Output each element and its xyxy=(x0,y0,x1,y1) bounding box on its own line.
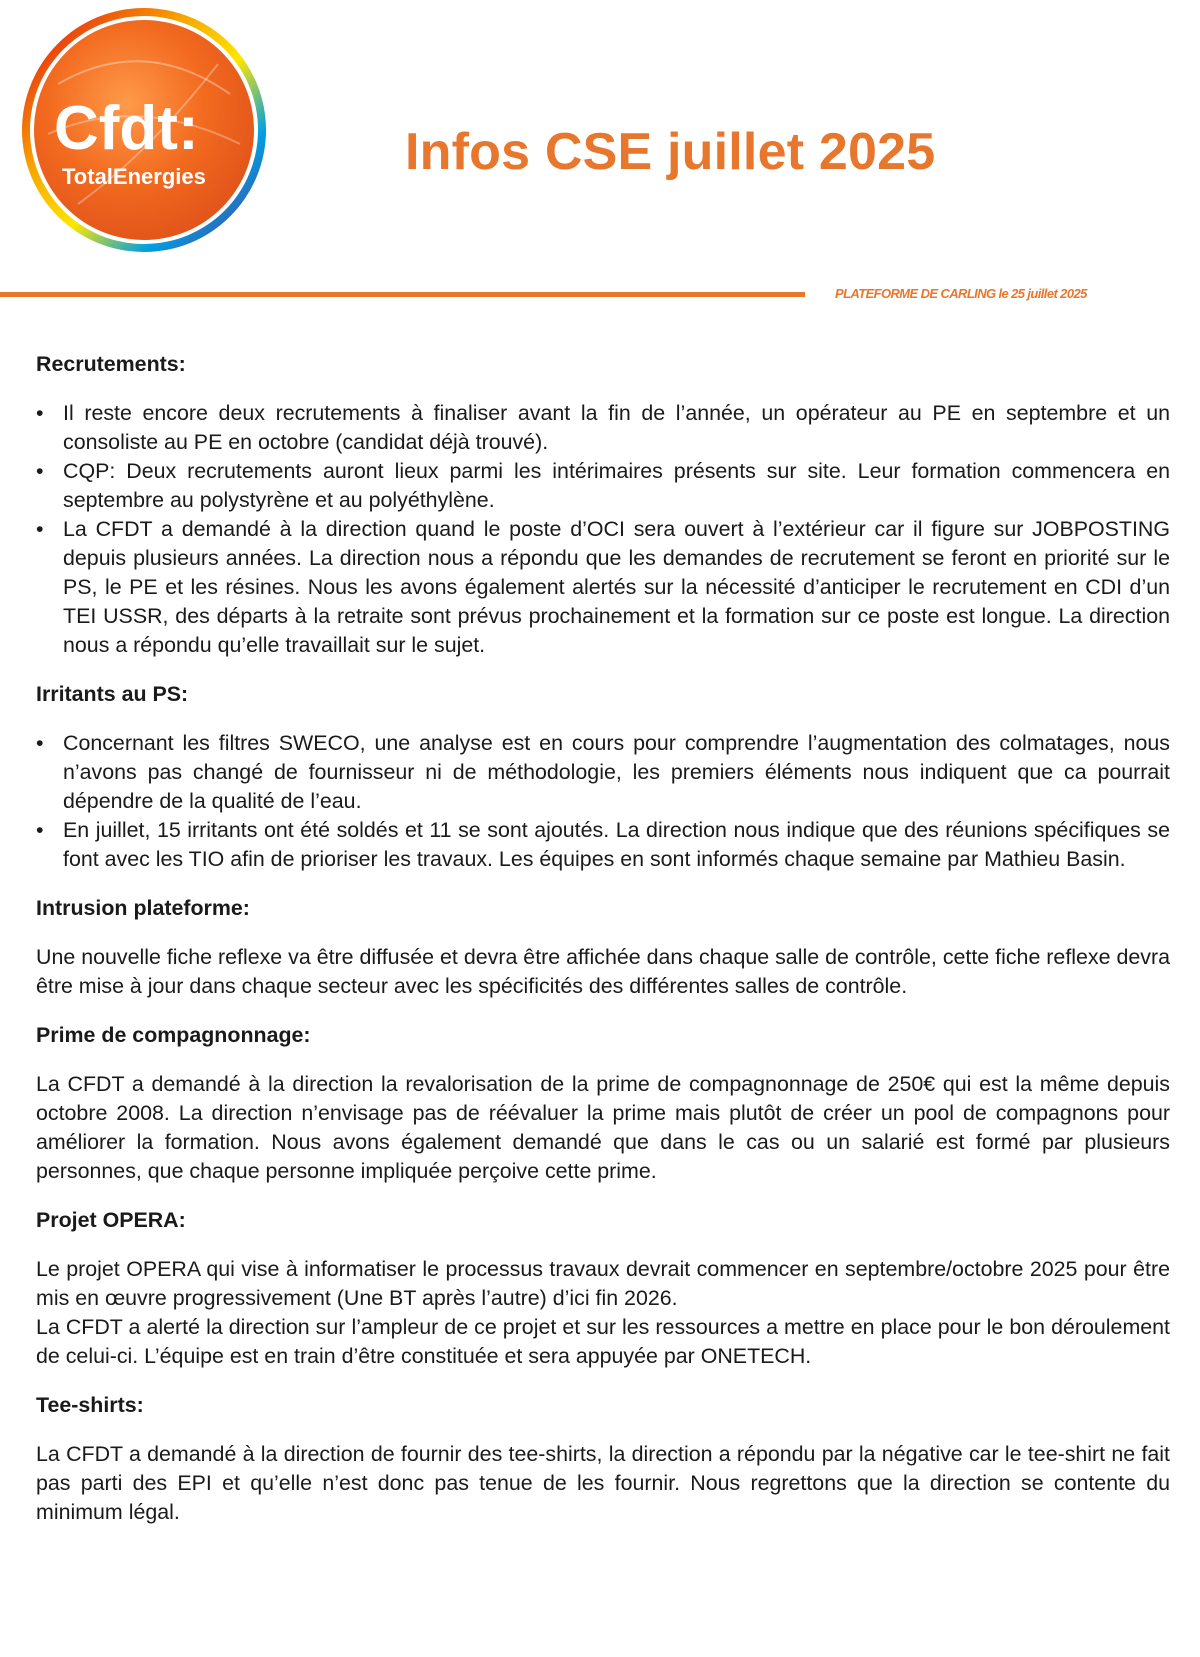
paragraph: La CFDT a demandé à la direction de fournir des tee-shirts, la direction a répondu par la négative car le tee-shirt ne fait pas parti des EPI et qu’elle n’est donc pas tenue de les fournir. Nous regrettons que la direction se contente du minimum légal. xyxy=(36,1442,1170,1524)
paragraph: La CFDT a alerté la direction sur l’ampleur de ce projet et sur les ressources a mettre en place pour le bon déroulement de celui-ci. L’équipe est en train d’être constituée et sera appuyée par ONETECH. xyxy=(36,1315,1170,1368)
document-body xyxy=(36,350,1170,1547)
page-title: Infos CSE juillet 2025 xyxy=(405,123,936,181)
logo-subtitle: TotalEnergies xyxy=(62,164,206,189)
dateline: PLATEFORME DE CARLING le 25 juillet 2025 xyxy=(835,286,1087,301)
list-item: • CQP: Deux recrutements auront lieux parmi les intérimaires présents sur site. Leur formation commencera en septembre au polystyrène et au polyéthylène. xyxy=(36,457,1170,515)
logo-wordmark: Cfdt: xyxy=(54,94,199,163)
header-divider xyxy=(0,292,805,297)
section-heading-tee-shirts: Tee-shirts: xyxy=(36,1393,144,1417)
list-item: • Il reste encore deux recrutements à finaliser avant la fin de l’année, un opérateur au PE en septembre et un consoliste au PE en octobre (candidat déjà trouvé). xyxy=(36,399,1170,457)
section-list-recrutements xyxy=(36,399,1170,660)
cfdt-totalenergies-logo xyxy=(18,4,270,256)
list-item: • La CFDT a demandé à la direction quand le poste d’OCI sera ouvert à l’extérieur car il figure sur JOBPOSTING depuis plusieurs années. La direction nous a répondu que les demandes de recrutement se feront en priorité sur le PS, le PE et les résines. Nous les avons également alertés sur la nécessité d’anticiper le recrutement en CDI d’un TEI USSR, des départs à la retraite sont prévus prochainement et la formation sur ce poste est longue. La direction nous a répondu qu’elle travaillait sur le sujet. xyxy=(36,515,1170,660)
section-heading-opera: Projet OPERA: xyxy=(36,1208,186,1232)
list-item: • En juillet, 15 irritants ont été soldés et 11 se sont ajoutés. La direction nous indique que des réunions spécifiques se font avec les TIO afin de prioriser les travaux. Les équipes en sont informés chaque semaine par Mathieu Basin. xyxy=(36,816,1170,874)
section-heading-irritants: Irritants au PS: xyxy=(36,682,189,706)
paragraph: Le projet OPERA qui vise à informatiser le processus travaux devrait commencer en septembre/octobre 2025 pour être mis en œuvre progressivement (Une BT après l’autre) d’ici fin 2026. xyxy=(36,1257,1170,1310)
paragraph: La CFDT a demandé à la direction la revalorisation de la prime de compagnonnage de 250€ qui est la même depuis octobre 2008. La direction n’envisage pas de réévaluer la prime mais plutôt de créer un pool de compagnons pour améliorer la formation. Nous avons également demandé que dans le cas ou un salarié est formé par plusieurs personnes, que chaque personne impliquée perçoive cette prime. xyxy=(36,1072,1170,1183)
section-list-irritants xyxy=(36,729,1170,874)
section-heading-prime: Prime de compagnonnage: xyxy=(36,1023,311,1047)
section-heading-intrusion: Intrusion plateforme: xyxy=(36,896,250,920)
paragraph: Une nouvelle fiche reflexe va être diffusée et devra être affichée dans chaque salle de contrôle, cette fiche reflexe devra être mise à jour dans chaque secteur avec les spécificités des différentes salles de contrôle. xyxy=(36,945,1170,998)
section-heading-recrutements: Recrutements: xyxy=(36,352,186,376)
list-item: • Concernant les filtres SWECO, une analyse est en cours pour comprendre l’augmentation des colmatages, nous n’avons pas changé de fournisseur ni de méthodologie, les premiers éléments nous indiquent que ca pourrait dépendre de la qualité de l’eau. xyxy=(36,729,1170,816)
